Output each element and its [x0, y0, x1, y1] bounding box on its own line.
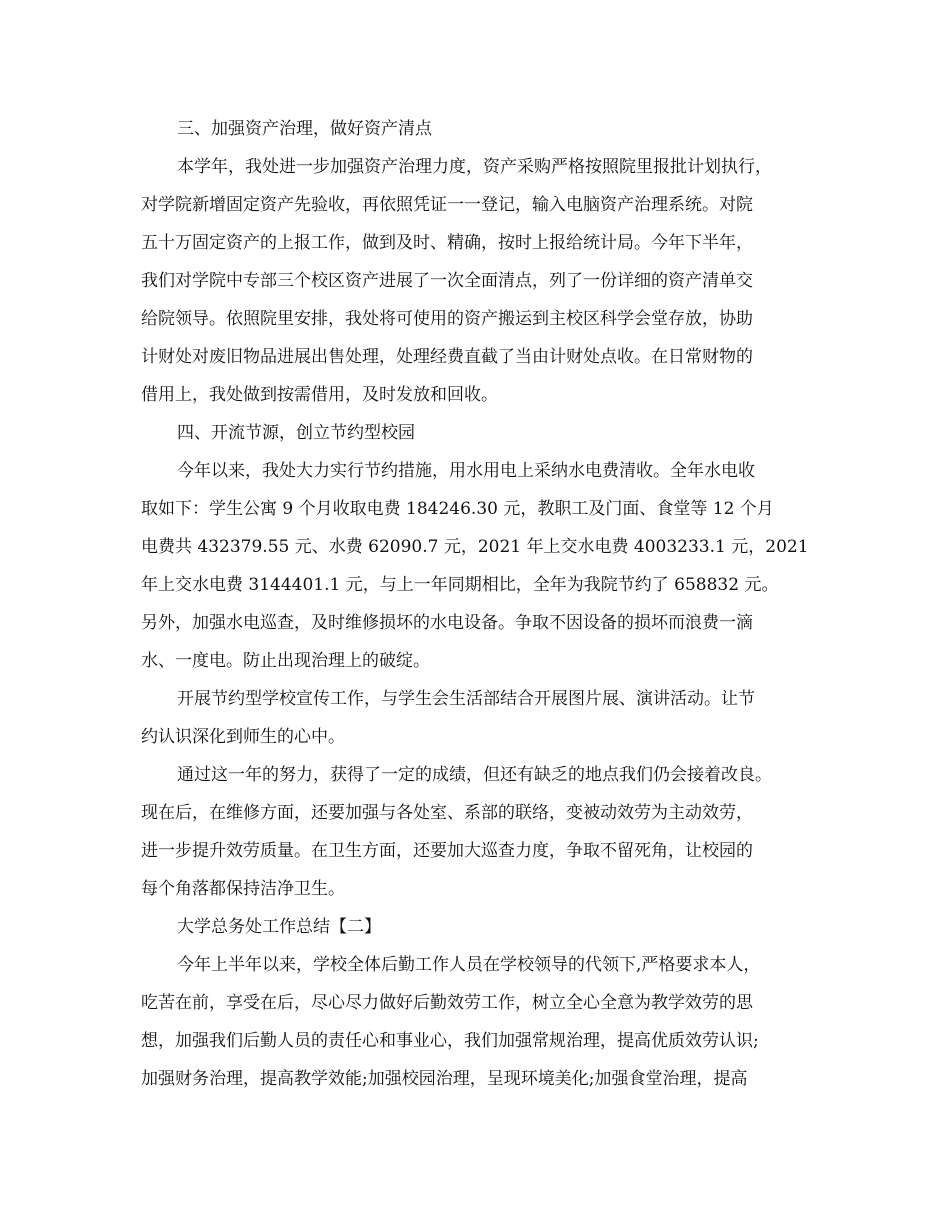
paragraph-line: 水、一度电。防止出现治理上的破绽。: [141, 651, 430, 671]
paragraph-line: 给院领导。依照院里安排，我处将可使用的资产搬运到主校区科学会堂存放，协助: [141, 309, 753, 329]
paragraph-line: 另外，加强水电巡查，及时维修损坏的水电设备。争取不因设备的损坏而浪费一滴: [141, 613, 753, 633]
paragraph-line: 我们对学院中专部三个校区资产进展了一次全面清点，列了一份详细的资产清单交: [141, 271, 753, 291]
paragraph-line: 电费共 432379.55 元、水费 62090.7 元，2021 年上交水电费 4003233.1 元，2021: [141, 537, 809, 557]
section-heading: 四、开流节源，创立节约型校园: [177, 423, 415, 443]
paragraph-line: 每个角落都保持洁净卫生。: [141, 879, 345, 899]
paragraph-line: 今年上半年以来，学校全体后勤工作人员在学校领导的代领下,严格要求本人，: [177, 955, 761, 975]
paragraph-line: 加强财务治理，提高教学效能;加强校园治理，呈现环境美化;加强食堂治理，提高: [141, 1069, 748, 1089]
paragraph-line: 吃苦在前，享受在后，尽心尽力做好后勤效劳工作，树立全心全意为教学效劳的思: [141, 993, 753, 1013]
paragraph-line: 今年以来，我处大力实行节约措施，用水用电上采纳水电费清收。全年水电收: [177, 461, 755, 481]
paragraph-line: 现在后，在维修方面，还要加强与各处室、系部的联络，变被动效劳为主动效劳，: [141, 803, 753, 823]
paragraph-line: 约认识深化到师生的心中。: [141, 727, 345, 747]
paragraph-line: 五十万固定资产的上报工作，做到及时、精确，按时上报给统计局。今年下半年，: [141, 233, 753, 253]
paragraph-line: 本学年，我处进一步加强资产治理力度，资产采购严格按照院里报批计划执行，: [177, 157, 772, 177]
section-heading: 三、加强资产治理，做好资产清点: [177, 119, 432, 139]
document-subtitle: 大学总务处工作总结【二】: [177, 917, 381, 937]
paragraph-line: 想，加强我们后勤人员的责任心和事业心，我们加强常规治理，提高优质效劳认识;: [141, 1031, 759, 1051]
paragraph-line: 取如下：学生公寓 9 个月收取电费 184246.30 元，教职工及门面、食堂等 12 个月: [141, 499, 774, 519]
paragraph-line: 计财处对废旧物品进展出售处理，处理经费直截了当由计财处点收。在日常财物的: [141, 347, 753, 367]
paragraph-line: 借用上，我处做到按需借用，及时发放和回收。: [141, 385, 498, 405]
paragraph-line: 年上交水电费 3144401.1 元，与上一年同期相比，全年为我院节约了 658832 元。: [141, 575, 779, 595]
paragraph-line: 通过这一年的努力，获得了一定的成绩，但还有缺乏的地点我们仍会接着改良。: [177, 765, 772, 785]
paragraph-line: 开展节约型学校宣传工作，与学生会生活部结合开展图片展、演讲活动。让节: [177, 689, 755, 709]
paragraph-line: 对学院新增固定资产先验收，再依照凭证一一登记，输入电脑资产治理系统。对院: [141, 195, 753, 215]
paragraph-line: 进一步提升效劳质量。在卫生方面，还要加大巡查力度，争取不留死角，让校园的: [141, 841, 753, 861]
